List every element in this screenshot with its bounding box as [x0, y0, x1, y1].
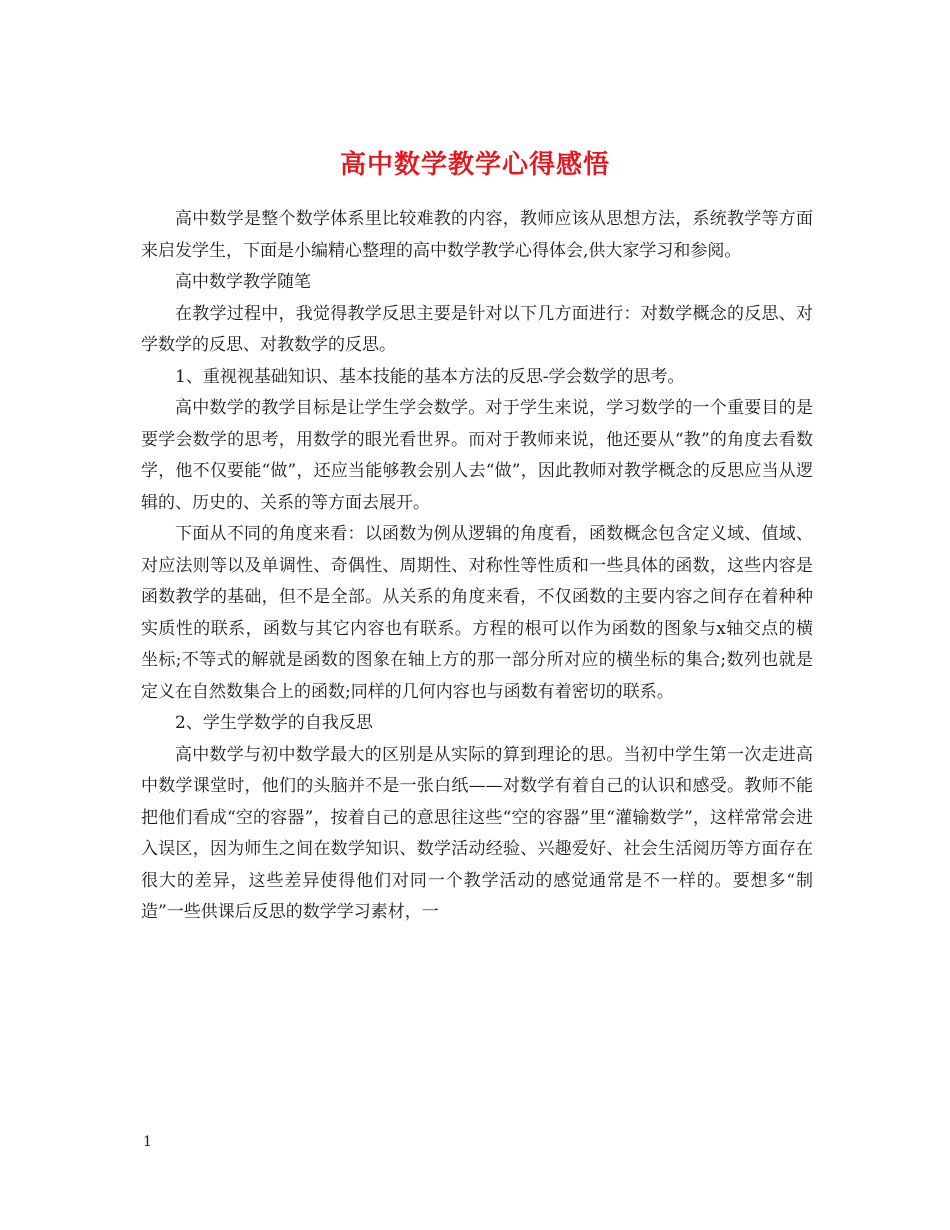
section-heading-essay: 高中数学教学随笔 [175, 272, 311, 292]
paragraph-student-reflection: 高中数学与初中数学最大的区别是从实际的算到理论的思。当初中学生第一次走进高中数学课堂时，他们的头脑并不是一张白纸——对数学有着自己的认识和感受。教师不能把他们看成“空的容器”，按着自己的意思往这些“空的容器”里“灌输数学”，这样常常会进入误区，因为师生之间在数学知识、数学活动经验、兴趣爱好、社会生活阅历等方面存在很大的差异，这些差异使得他们对同一个教学活动的感觉通常是不一样的。要想多“制造”一些供课后反思的数学学习素材，一 [141, 744, 813, 922]
paragraph-reflection-aspects: 在教学过程中，我觉得教学反思主要是针对以下几方面进行：对数学概念的反思、对学数学的反思、对教数学的反思。 [141, 303, 813, 355]
document-title: 高中数学教学心得感悟 [339, 150, 610, 181]
section-heading-2: 2、学生学数学的自我反思 [175, 713, 373, 733]
document-body [141, 204, 813, 929]
paragraph-intro: 高中数学是整个数学体系里比较难教的内容，教师应该从思想方法，系统教学等方面来启发学生，下面是小编精心整理的高中数学教学心得体会,供大家学习和参阅。 [141, 209, 813, 261]
paragraph-teaching-goals: 高中数学的教学目标是让学生学会数学。对于学生来说，学习数学的一个重要目的是要学会数学的思考，用数学的眼光看世界。而对于教师来说，他还要从“教”的角度去看数学，他不仅要能“做”，还应当能够教会别人去“做”，因此教师对教学概念的反思应当从逻辑的、历史的、关系的等方面去展开。 [141, 398, 813, 513]
section-heading-1: 1、重视视基础知识、基本技能的基本方法的反思-学会数学的思考。 [175, 366, 685, 387]
paragraph-function-example: 下面从不同的角度来看：以函数为例从逻辑的角度看，函数概念包含定义域、值域、对应法则等以及单调性、奇偶性、周期性、对称性等性质和一些具体的函数，这些内容是函数教学的基础，但不是全部。从关系的角度来看，不仅函数的主要内容之间存在着种种实质性的联系，函数与其它内容也有联系。方程的根可以作为函数的图象与x轴交点的横坐标;不等式的解就是函数的图象在轴上方的那一部分所对应的横坐标的集合;数列也就是定义在自然数集合上的函数;同样的几何内容也与函数有着密切的联系。 [141, 524, 813, 702]
page-number: 1 [143, 1134, 152, 1150]
